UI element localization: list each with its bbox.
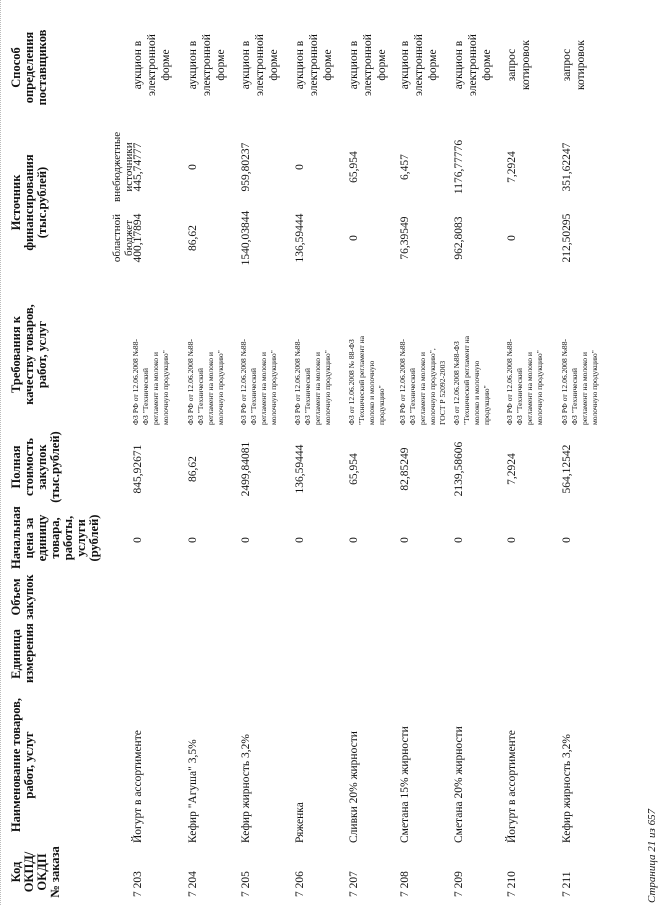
text-line: ОКПД/ <box>22 851 36 893</box>
text-line: ФЗ от 12.06.2008 № 88-ФЗ <box>347 339 356 425</box>
text-line: продукцию" <box>482 385 491 425</box>
cell-requirements <box>398 277 448 425</box>
text-line: работы, <box>61 515 75 561</box>
text-line: ФЗ "Технический <box>196 368 205 425</box>
text-line: аукцион в <box>132 40 144 90</box>
cell-requirements <box>131 277 171 425</box>
text-line: ГОСТ Р 52092-2003 <box>438 360 447 425</box>
text-line: Наименование товаров, <box>9 697 23 833</box>
cell-procurement-method <box>347 25 389 105</box>
text-line: аукцион в <box>187 40 199 90</box>
text-line: ФЗ РФ от 12.06.2008 №88- <box>398 338 407 425</box>
text-line: ФЗ "Технический <box>408 368 417 425</box>
text-line: ФЗ "Технический <box>249 368 258 425</box>
col-header-volume <box>10 571 36 623</box>
cell-item-name: Кефир жирность 3,2% <box>240 734 252 843</box>
text-line: аукцион в <box>453 40 465 90</box>
cell-procurement-method <box>560 25 588 105</box>
text-line: Требования к <box>9 316 23 393</box>
cell-requirements <box>239 277 279 425</box>
cell-total-cost: 2499,84081 <box>240 441 252 497</box>
text-line: регламент на молоко и <box>525 352 534 425</box>
text-line: единицу <box>35 514 49 562</box>
text-line: форме <box>268 49 280 81</box>
col-header-code <box>10 845 62 899</box>
cell-order-number: 7 204 <box>187 871 199 897</box>
cell-offbudget: 351,62247 <box>561 142 573 192</box>
text-line: молочную продукцию" <box>323 350 332 425</box>
text-line: товара, <box>48 517 62 559</box>
cell-order-number: 7 211 <box>561 871 573 897</box>
text-line: ФЗ РФ от 12.06.2008 №88- <box>560 338 569 425</box>
text-line: определения <box>22 31 36 104</box>
text-line: электронной <box>254 34 266 96</box>
text-line: регламент на молоко и <box>259 352 268 425</box>
cell-unit-price: 0 <box>240 537 252 543</box>
text-line: аукцион в <box>240 40 252 90</box>
cell-regional-budget: 0 <box>348 235 360 241</box>
text-line: "Технический регламент на <box>462 335 471 425</box>
text-line: форме <box>427 49 439 81</box>
text-line: измерения <box>22 623 36 683</box>
text-line: внебюджетные <box>111 131 123 202</box>
cell-item-name: Ряженка <box>294 802 306 843</box>
cell-unit-price: 0 <box>187 537 199 543</box>
cell-unit-price: 0 <box>132 537 144 543</box>
cell-offbudget: 0 <box>294 164 306 170</box>
text-line: аукцион в <box>348 40 360 90</box>
cell-requirements <box>560 277 600 425</box>
cell-offbudget: 1176,77776 <box>453 139 465 195</box>
cell-total-cost: 7,2924 <box>506 453 518 485</box>
text-line: поставщиков <box>35 29 49 106</box>
text-line: ФЗ "Технический <box>303 368 312 425</box>
cell-procurement-method <box>293 25 335 105</box>
cell-item-name: Сливки 20% жирности <box>348 731 360 843</box>
text-line: электронной <box>308 34 320 96</box>
cell-total-cost: 86,62 <box>187 456 199 482</box>
cell-total-cost: 564,12542 <box>561 444 573 494</box>
cell-order-number: 7 206 <box>294 871 306 897</box>
table-row <box>239 0 293 905</box>
col-header-unit <box>10 625 36 683</box>
cell-offbudget: 6,457 <box>399 154 411 180</box>
text-line: молочную продукцию", <box>428 348 437 425</box>
table-row <box>347 0 401 905</box>
cell-total-cost: 136,59444 <box>294 444 306 494</box>
text-line: источники <box>123 142 135 192</box>
table-row <box>293 0 347 905</box>
text-line: ФЗ "Технический <box>570 368 579 425</box>
text-line: аукцион в <box>399 40 411 90</box>
text-line: электронной <box>467 34 479 96</box>
text-line: запрос <box>561 48 573 82</box>
text-line: ФЗ РФ от 12.06.2008 №88- <box>505 338 514 425</box>
cell-total-cost: 65,954 <box>348 453 360 485</box>
text-line: форме <box>160 49 172 81</box>
cell-requirements <box>505 277 545 425</box>
text-line: Полная <box>9 445 23 489</box>
cell-offbudget: 445,74777 <box>132 142 144 192</box>
cell-item-name: Сметана 20% жирности <box>453 726 465 843</box>
text-line: форме <box>215 49 227 81</box>
cell-regional-budget: 962,8083 <box>453 216 465 260</box>
cell-item-name: Йогурт в ассортименте <box>506 730 518 843</box>
text-line: регламент на молоко и <box>206 352 215 425</box>
text-line: регламент на молоко и <box>151 352 160 425</box>
text-line: закупок <box>35 444 49 490</box>
text-line: ФЗ "Технический <box>515 368 524 425</box>
table-row <box>452 0 506 905</box>
cell-offbudget: 0 <box>187 164 199 170</box>
cell-unit-price: 0 <box>399 537 411 543</box>
text-line: регламент на молоко и <box>580 352 589 425</box>
cell-offbudget: 7,2924 <box>506 151 518 183</box>
cell-procurement-method <box>131 25 173 105</box>
cell-procurement-method <box>452 25 494 105</box>
text-line: ФЗ РФ от 12.06.2008 №88- <box>239 338 248 425</box>
cell-item-name: Кефир жирность 3,2% <box>561 734 573 843</box>
text-line: бюджет <box>123 220 135 256</box>
cell-unit-price: 0 <box>506 537 518 543</box>
text-line: стоимость <box>22 438 36 496</box>
text-line: регламент на молоко и <box>418 352 427 425</box>
cell-total-cost: 2139,58606 <box>453 441 465 497</box>
text-line: областной <box>111 213 123 263</box>
cell-procurement-method <box>505 25 533 105</box>
text-line: Единица <box>9 629 23 679</box>
table-row <box>186 0 240 905</box>
text-line: форме <box>376 49 388 81</box>
cell-regional-budget: 76,39549 <box>399 216 411 260</box>
text-line: ФЗ РФ от 12.06.2008 №88- <box>293 338 302 425</box>
cell-regional-budget: 212,50295 <box>561 213 573 263</box>
table-row <box>505 0 559 905</box>
page-number: Страница 21 из 657 <box>646 808 658 903</box>
text-line: ФЗ от 12.06.2008 №88-ФЗ <box>452 341 461 425</box>
text-line: (тыс.рублей) <box>48 431 62 503</box>
text-line: (тыс.рублей) <box>35 166 49 239</box>
cell-order-number: 7 203 <box>132 871 144 897</box>
cell-requirements <box>186 277 226 425</box>
text-line: ФЗ "Технический <box>141 368 150 425</box>
cell-total-cost: 82,85249 <box>399 447 411 491</box>
text-line: Способ <box>9 47 23 88</box>
cell-item-name: Сметана 15% жирности <box>399 726 411 843</box>
text-line: электронной <box>362 34 374 96</box>
cell-regional-budget: 136,59444 <box>294 213 306 263</box>
cell-order-number: 7 208 <box>399 871 411 897</box>
text-line: № заказа <box>48 846 62 898</box>
text-line: качеству товаров, <box>22 304 36 405</box>
cell-order-number: 7 205 <box>240 871 252 897</box>
text-line: аукцион в <box>294 40 306 90</box>
col-header-total-cost <box>10 428 62 506</box>
cell-procurement-method <box>239 25 281 105</box>
text-line: (рублей) <box>87 514 101 562</box>
text-line: форме <box>481 49 493 81</box>
cell-order-number: 7 207 <box>348 871 360 897</box>
cell-unit-price: 0 <box>348 537 360 543</box>
col-header-unit-price <box>10 507 101 569</box>
text-line: запрос <box>506 48 518 82</box>
col-header-method <box>10 10 49 125</box>
cell-item-name: Кефир "Агуша" 3,5% <box>187 739 199 843</box>
text-line: котировок <box>575 40 587 90</box>
cell-offbudget: 65,954 <box>348 151 360 183</box>
cell-order-number: 7 209 <box>453 871 465 897</box>
text-line: ОКДП <box>35 853 49 891</box>
text-line: молочную продукцию" <box>535 350 544 425</box>
text-line: электронной <box>146 34 158 96</box>
cell-regional-budget: 400,17894 <box>132 213 144 263</box>
cell-unit-price: 0 <box>453 537 465 543</box>
text-line: Код <box>9 861 23 883</box>
text-line: цена за <box>22 517 36 559</box>
text-line: форме <box>322 49 334 81</box>
col-header-name <box>10 685 36 845</box>
text-line: ФЗ РФ от 12.06.2008 №88- <box>186 338 195 425</box>
cell-offbudget: 959,80237 <box>240 142 252 192</box>
text-line: молочную продукцию" <box>590 350 599 425</box>
cell-regional-budget: 1540,03844 <box>240 210 252 266</box>
text-line: молочную продукцию" <box>216 350 225 425</box>
cell-procurement-method <box>398 25 440 105</box>
text-line: закупок <box>22 574 36 620</box>
cell-unit-price: 0 <box>561 537 573 543</box>
text-line: электронной <box>413 34 425 96</box>
text-line: продукцию" <box>377 385 386 425</box>
text-line: Начальная <box>9 506 23 569</box>
cell-requirements <box>452 277 492 425</box>
cell-requirements <box>293 277 333 425</box>
text-line: молоко и молочную <box>367 360 376 425</box>
scan-edge <box>0 0 7 905</box>
text-line: молочную продукцию" <box>269 350 278 425</box>
col-header-funding <box>10 135 49 270</box>
table-row <box>560 0 614 905</box>
text-line: ФЗ РФ от 12.06.2008 №88- <box>131 338 140 425</box>
cell-procurement-method <box>186 25 228 105</box>
cell-item-name: Йогурт в ассортименте <box>132 730 144 843</box>
text-line: услуги <box>74 519 88 557</box>
text-line: Объем <box>9 578 23 616</box>
table-row <box>398 0 452 905</box>
text-line: молочную продукцию" <box>161 350 170 425</box>
col-header-requirements <box>10 282 49 427</box>
cell-regional-budget: 0 <box>506 235 518 241</box>
text-line: работ, услуг <box>22 731 36 799</box>
text-line: молоко и молочную <box>472 360 481 425</box>
cell-order-number: 7 210 <box>506 871 518 897</box>
text-line: котировок <box>520 40 532 90</box>
cell-unit-price: 0 <box>294 537 306 543</box>
cell-regional-budget: 86,62 <box>187 225 199 251</box>
cell-requirements <box>347 277 387 425</box>
cell-total-cost: 845,92671 <box>132 444 144 494</box>
table-row <box>131 0 185 905</box>
text-line: "Технический регламент на <box>357 335 366 425</box>
text-line: работ, услуг <box>35 320 49 389</box>
text-line: финансирования <box>22 154 36 251</box>
text-line: регламент на молоко и <box>313 352 322 425</box>
text-line: электронной <box>201 34 213 96</box>
text-line: Источник <box>9 174 23 231</box>
